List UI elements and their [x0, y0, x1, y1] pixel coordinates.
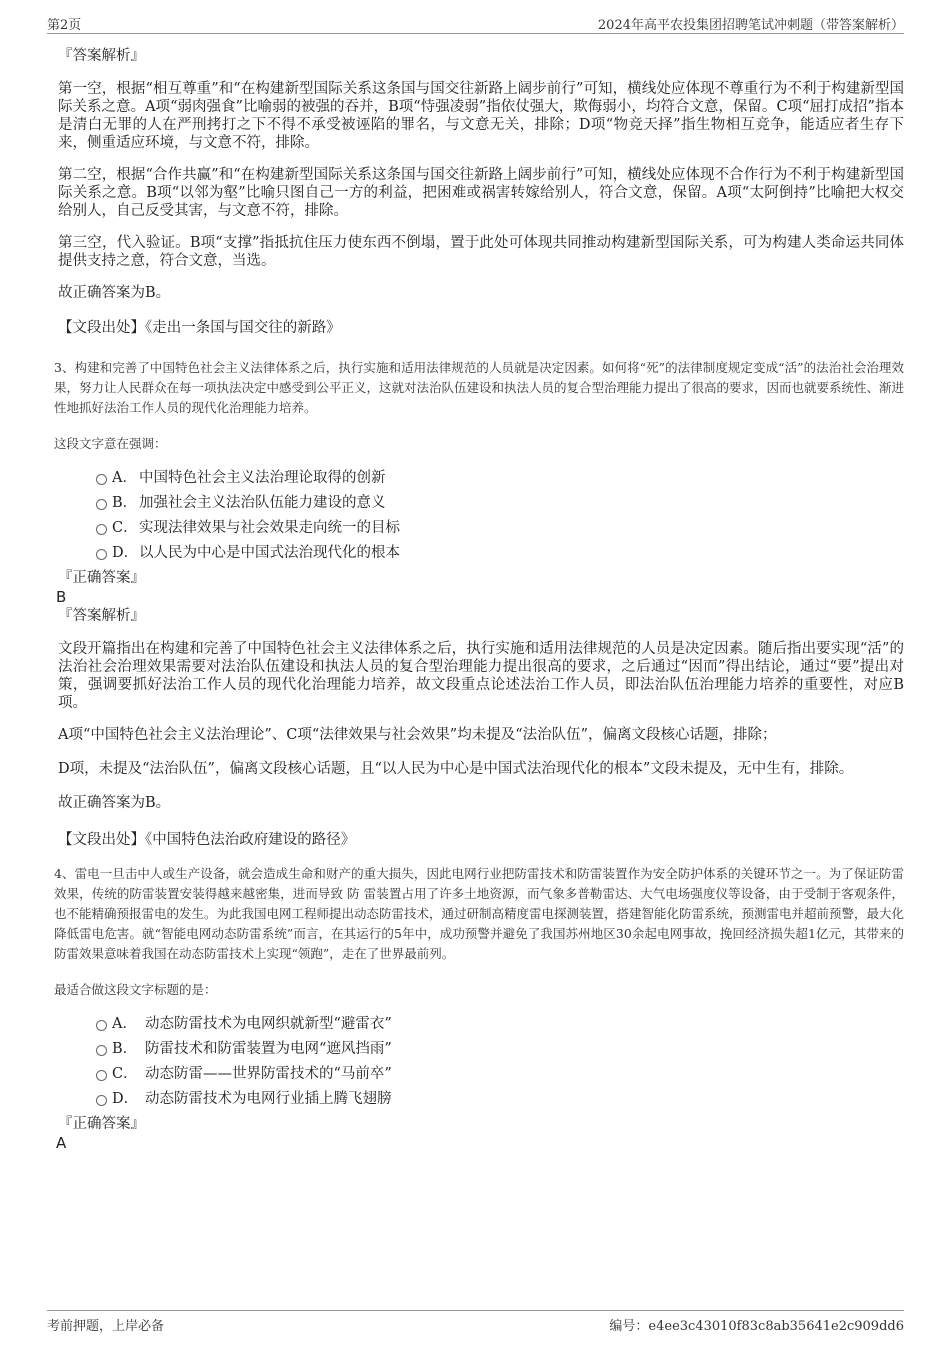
option-letter: B． — [112, 495, 138, 511]
q4-option-b[interactable] — [58, 1037, 904, 1062]
q4-option-a[interactable] — [58, 1012, 904, 1037]
radio-icon[interactable] — [96, 524, 107, 535]
document-title: 2024年高平农投集团招聘笔试冲刺题（带答案解析） — [597, 18, 904, 33]
q3-stem: 3、构建和完善了中国特色社会主义法律体系之后，执行实施和适用法律规范的人员就是决定因素。如何将“死”的法律制度规定变成“活”的法治社会治理效果，努力让人民群众在每一项执法决定中感受到公平正义，这就对法治队伍建设和执法人员的复合型治理能力提出了很高的要求，因而也就要系统性、渐进性地抓好法治工作人员的现代化治理能力培养。 — [54, 360, 905, 415]
option-letter: B． — [112, 1041, 138, 1057]
q3-prompt: 这段文字意在强调： — [54, 436, 167, 451]
option-letter: A． — [112, 470, 137, 486]
radio-icon[interactable] — [96, 1095, 107, 1106]
option-letter: A． — [112, 1016, 137, 1032]
q4-answer: A — [56, 1134, 67, 1152]
q2-analysis-label: 『答案解析』 — [58, 48, 145, 64]
q4-prompt: 最适合做这段文字标题的是： — [54, 982, 217, 997]
radio-icon[interactable] — [96, 474, 107, 485]
q3-options — [58, 466, 904, 566]
q3-option-d[interactable] — [58, 541, 904, 566]
q2-conclusion: 故正确答案为B。 — [58, 285, 171, 301]
header-rule — [47, 33, 904, 34]
q3-option-c[interactable] — [58, 516, 904, 541]
q2-analysis-paragraph-3: 第三空，代入验证。B项“支撑”指抵抗住压力使东西不倒塌，置于此处可体现共同推动构建新型国际关系，可为构建人类命运共同体提供支持之意，符合文意，当选。 — [58, 235, 904, 269]
q3-answer-label: 『正确答案』 — [58, 570, 145, 586]
footer-rule — [47, 1310, 904, 1311]
q3-analysis-label: 『答案解析』 — [58, 608, 145, 624]
option-text: 动态防雷技术为电网行业插上腾飞翅膀 — [145, 1091, 392, 1107]
document-code: 编号：e4ee3c43010f83c8ab35641e2c909dd6 — [609, 1319, 904, 1334]
footer-slogan: 考前押题，上岸必备 — [47, 1319, 165, 1334]
radio-icon[interactable] — [96, 549, 107, 560]
q3-analysis-paragraph-2: A项“中国特色社会主义法治理论”、C项“法律效果与社会效果”均未提及“法治队伍”，偏离文段核心话题，排除； — [58, 727, 777, 743]
option-letter: C． — [112, 1066, 138, 1082]
q3-analysis-paragraph-3: D项，未提及“法治队伍”，偏离文段核心话题，且“以人民为中心是中国式法治现代化的根本”文段未提及，无中生有，排除。 — [58, 761, 854, 777]
q4-option-d[interactable] — [58, 1087, 904, 1112]
radio-icon[interactable] — [96, 1020, 107, 1031]
page-footer — [47, 1315, 904, 1335]
q3-option-b[interactable] — [58, 491, 904, 516]
q4-option-c[interactable] — [58, 1062, 904, 1087]
q4-answer-label: 『正确答案』 — [58, 1116, 145, 1132]
option-text: 防雷技术和防雷装置为电网“遮风挡雨” — [145, 1041, 392, 1057]
q4-stem: 4、雷电一旦击中人或生产设备，就会造成生命和财产的重大损失，因此电网行业把防雷技术和防雷装置作为安全防护体系的关键环节之一。为了保证防雷效果，传统的防雷装置安装得越来越密集，进而导致 防 雷装置占用了许多土地资源，而气象多普勒雷达、大气电场强度仪等设备，由于受制于客观条件，也不能精确预报雷电的发生。为此我国电网工程师提出动态防雷技术，通过研制高精度雷电探测装置，搭建智能化防雷系统，预测雷电并超前预警，最大化降低雷电危害。就“智能电网动态防雷系统”而言，在其运行的5年中，成功预警并避免了我国苏州地区30余起电网事故，挽回经济损失超1亿元，其带来的防雷效果意味着我国在动态防雷技术上实现“领跑”，走在了世界最前列。 — [54, 866, 905, 961]
option-text: 动态防雷技术为电网织就新型“避雷衣” — [145, 1016, 392, 1032]
document-body — [54, 44, 905, 1152]
q3-analysis-paragraph-1: 文段开篇指出在构建和完善了中国特色社会主义法律体系之后，执行实施和适用法律规范的人员是决定因素。随后指出要实现“活”的法治社会治理效果需要对法治队伍建设和执法人员的复合型治理能力提出很高的要求，之后通过“因而”得出结论，通过“要”提出对策，强调要抓好法治工作人员的现代化治理能力培养，故文段重点论述法治工作人员，即法治队伍治理能力培养的重要性，对应B项。 — [58, 641, 904, 711]
q2-analysis-paragraph-1: 第一空，根据“相互尊重”和“在构建新型国际关系这条国与国交往新路上阔步前行”可知，横线处应体现不尊重行为不利于构建新型国际关系之意。A项“弱肉强食”比喻弱的被强的吞并，B项“恃强凌弱”指依仗强大，欺侮弱小，均符合文意，保留。C项“屈打成招”指本是清白无罪的人在严刑拷打之下不得不承受被诬陷的罪名，与文意无关，排除；D项“物竞天择”指生物相互竞争，能适应者生存下来，侧重适应环境，与文意不符，排除。 — [58, 81, 904, 151]
q3-source: 【文段出处】《中国特色法治政府建设的路径》 — [58, 832, 356, 848]
q3-conclusion: 故正确答案为B。 — [58, 795, 171, 811]
page-header — [47, 14, 904, 34]
option-letter: D． — [112, 545, 139, 561]
q3-answer: B — [56, 588, 67, 606]
radio-icon[interactable] — [96, 499, 107, 510]
radio-icon[interactable] — [96, 1045, 107, 1056]
q2-analysis-paragraph-2: 第二空，根据“合作共赢”和“在构建新型国际关系这条国与国交往新路上阔步前行”可知，横线处应体现不合作行为不利于构建新型国际关系之意。B项“以邻为壑”比喻只图自己一方的利益，把困难或祸害转嫁给别人，符合文意，保留。A项“太阿倒持”比喻把大权交给别人，自己反受其害，与文意不符，排除。 — [58, 167, 904, 219]
q4-options — [58, 1012, 904, 1112]
option-text: 中国特色社会主义法治理论取得的创新 — [139, 470, 386, 486]
q3-option-a[interactable] — [58, 466, 904, 491]
option-text: 以人民为中心是中国式法治现代化的根本 — [139, 545, 400, 561]
option-text: 实现法律效果与社会效果走向统一的目标 — [139, 520, 400, 536]
q2-source: 【文段出处】《走出一条国与国交往的新路》 — [58, 320, 341, 336]
page-number: 第2页 — [47, 18, 82, 33]
option-letter: D． — [112, 1091, 139, 1107]
radio-icon[interactable] — [96, 1070, 107, 1081]
option-letter: C． — [112, 520, 138, 536]
option-text: 加强社会主义法治队伍能力建设的意义 — [139, 495, 386, 511]
option-text: 动态防雷——世界防雷技术的“马前卒” — [145, 1066, 392, 1082]
